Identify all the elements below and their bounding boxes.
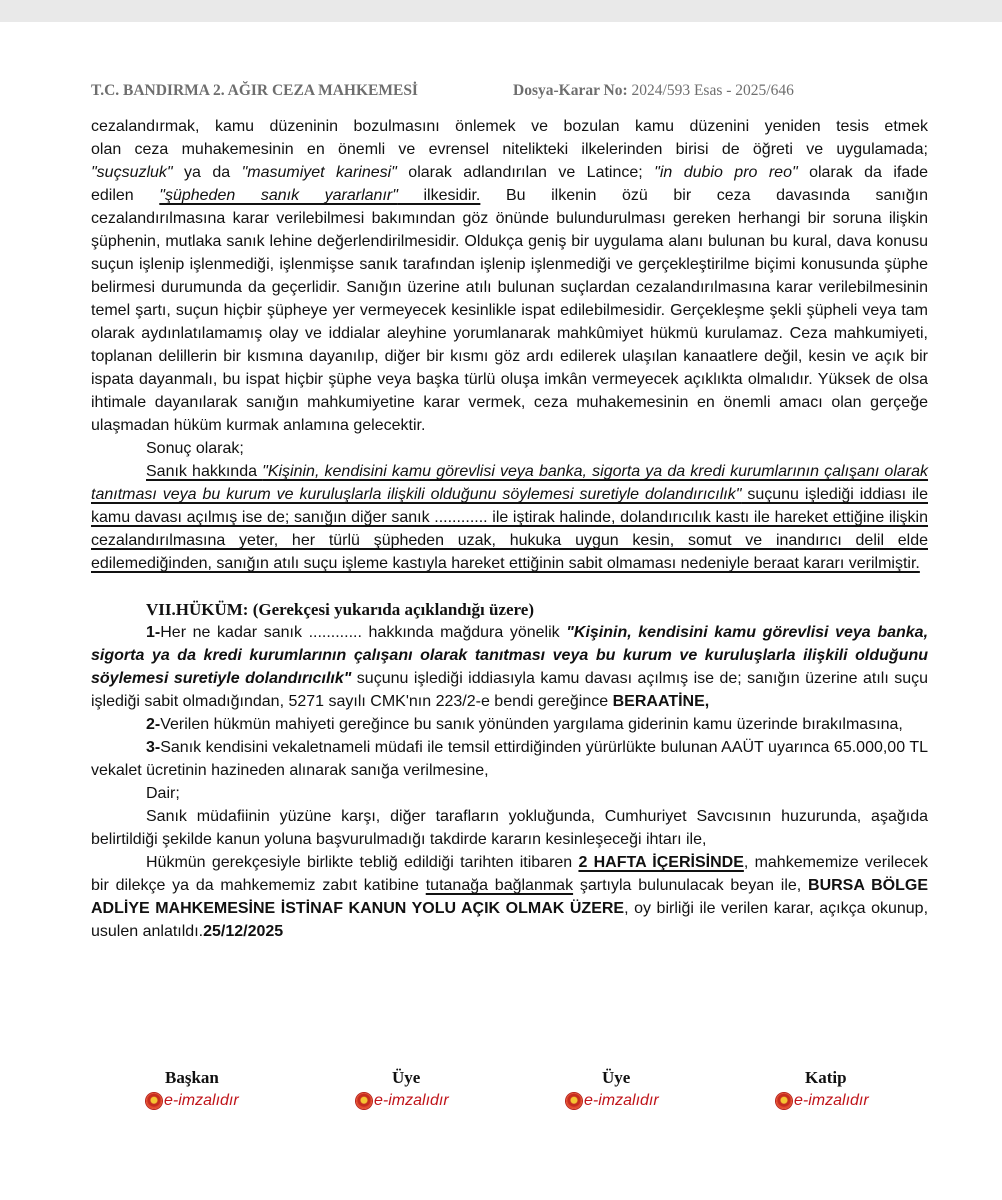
signature-role: Üye: [602, 1068, 631, 1087]
court-name: T.C. BANDIRMA 2. AĞIR CEZA MAHKEMESİ: [91, 82, 418, 99]
text-line: edilen "şüpheden sanık yararlanır" ilkesidir. Bu ilkenin özü bir ceza davasında sanığın: [91, 187, 928, 204]
paragraph-appeal: Hükmün gerekçesiyle birlikte tebliğ edildiği tarihten itibaren 2 HAFTA İÇERİSİNDE, mahkememize verilecek bir dilekçe ya da mahkememiz zabıt katibine tutanağa bağlanmak şartıyla bulunulacak beyan ile, BURSA BÖLGE ADLİYE MAHKEMESİNE İSTİNAF KANUN YOLU AÇIK OLMAK ÜZERE, oy birliği ile verilen karar, açıkça okunup, usulen anlatıldı.25/12/2025: [91, 854, 929, 940]
file-number: 2024/593 Esas - 2025/646: [631, 82, 794, 99]
document-header: [91, 82, 921, 102]
e-signature-label: e-imzalıdır: [584, 1092, 659, 1109]
seal-icon: [146, 1093, 162, 1109]
verdict-section: [91, 598, 928, 943]
file-label: Dosya-Karar No:: [513, 82, 628, 99]
document-body: [91, 115, 928, 943]
seal-icon: [776, 1093, 792, 1109]
e-signature: [720, 1092, 920, 1110]
paragraph-conclusion: Sanık hakkında "Kişinin, kendisini kamu görevlisi veya banka, sigorta ya da kredi kurumlarının çalışanı olarak tanıtması veya bu kurum ve kuruluşlarla ilişkili olduğunu söylemesi suretiyle dolandırıcılık" suçunu işlediği iddiası ile kamu davası açılmış ise de; sanığın diğer sanık ............ ile iştirak halinde, dolandırıcılık kastı ile hareket ettiğine ilişkin cezalandırılmasına yeter, her türlü şüpheden uzak, hukuka uygun kesin, somut ve inandırıcı delil elde edilemediğinden, sanığın atılı suçu işleme kastıyla hareket ettiğinin sabit olmaması nedeniyle beraat kararı verilmiştir.: [91, 463, 929, 572]
dair-label: Dair;: [146, 785, 180, 802]
e-signature: [90, 1092, 290, 1110]
text-line: olan ceza muhakemesinin en önemli ve evrensel nitelikteki ilkelerinden birisi de öğreti ve uygulamada;: [91, 141, 928, 158]
e-signature-label: e-imzalıdır: [794, 1092, 869, 1109]
signature-block: [510, 1068, 710, 1110]
verdict-heading: VII.HÜKÜM: (Gerekçesi yukarıda açıklandığı üzere): [146, 600, 534, 619]
file-reference: [513, 82, 794, 100]
paragraph-presumption: [91, 115, 928, 437]
text-line: "suçsuzluk" ya da "masumiyet karinesi" olarak adlandırılan ve Latince; "in dubio pro reo" olarak da ifade: [91, 164, 928, 181]
seal-icon: [566, 1093, 582, 1109]
verdict-item-3: 3-Sanık kendisini vekaletnameli müdafi ile temsil ettirdiğinden yürürlükte bulunan AAÜT uyarınca 65.000,00 TL vekalet ücretinin hazineden alınarak sanığa verilmesine,: [91, 739, 928, 779]
signature-role: Katip: [805, 1068, 847, 1087]
signature-block: [300, 1068, 500, 1110]
verdict-item-2: 2-Verilen hükmün mahiyeti gereğince bu sanık yönünden yargılama giderinin kamu üzerinde bırakılmasına,: [146, 716, 903, 733]
signature-block: [720, 1068, 920, 1110]
text-line: cezalandırmak, kamu düzeninin bozulmasını önlemek ve bozulan kamu düzenini yeniden tesis etmek: [91, 118, 928, 135]
e-signature: [300, 1092, 500, 1110]
signature-role: Üye: [392, 1068, 421, 1087]
paragraph-notice: Sanık müdafiinin yüzüne karşı, diğer tarafların yokluğunda, Cumhuriyet Savcısının huzurunda, aşağıda belirtildiği şekilde kanun yoluna başvurulmadığı takdirde kararın kesinleşeceği ihtarı ile,: [91, 808, 928, 848]
conclusion-label: Sonuç olarak;: [146, 440, 244, 457]
paragraph-text: cezalandırılmasına karar verilebilmesi bakımından göz önünde bulundurulması gereken herhangi bir soruna ilişkin şüphenin, mutlaka sanık lehine değerlendirilmesidir. Oldukça geniş bir uygulama alanı bulunan bu kural, dava konusu suçun işlenip işlenmediği, işlenmişse sanık tarafından işlenip işlenmediği ve gerçekleştirilme biçimi konusunda şüphe belirmesi durumunda da geçerlidir. Sanığın üzerine atılı bulunan suçlardan cezalandırılmasına karar verilebilmesinin temel şartı, suçun hiçbir şüpheye yer vermeyecek kesinlikle ispat edilebilmesidir. Gerçekleşme şekli şüpheli veya tam olarak aydınlatılamamış olay ve iddialar aleyhine yorumlanarak mahkûmiyet hükmü kurulamaz. Ceza mahkumiyeti, toplanan delillerin bir kısmına dayanılıp, diğer bir kısmı göz ardı edilerek ulaşılan kanaatlere değil, kesin ve açık bir ispata dayanmalı, bu ispat hiçbir şüphe veya başka türlü oluşa imkân vermeyecek açıklıkta olmalıdır. Yüksek de olsa ihtimale dayanılarak sanığın mahkumiyetine karar vermek, ceza muhakemesinin en önemli amacı olan gerçeğe ulaşmadan hüküm kurmak anlamına gelecektir.: [91, 210, 928, 434]
e-signature-label: e-imzalıdır: [374, 1092, 449, 1109]
signature-block: [90, 1068, 290, 1110]
e-signature: [510, 1092, 710, 1110]
e-signature-label: e-imzalıdır: [164, 1092, 239, 1109]
signature-row: [90, 1068, 930, 1128]
verdict-item-1: 1-Her ne kadar sanık ............ hakkında mağdura yönelik "Kişinin, kendisini kamu görevlisi veya banka, sigorta ya da kredi kurumlarının çalışanı olarak tanıtması veya bu kurum ve kuruluşlarla ilişkili olduğunu söylemesi suretiyle dolandırıcılık" suçunu işlediği iddiasıyla kamu davası açılmış ise de; sanığın üzerine atılı suçu işlediği sabit olmadığından, 5271 sayılı CMK'nın 223/2-e bendi gereğince BERAATİNE,: [91, 624, 929, 710]
seal-icon: [356, 1093, 372, 1109]
signature-role: Başkan: [165, 1068, 219, 1087]
